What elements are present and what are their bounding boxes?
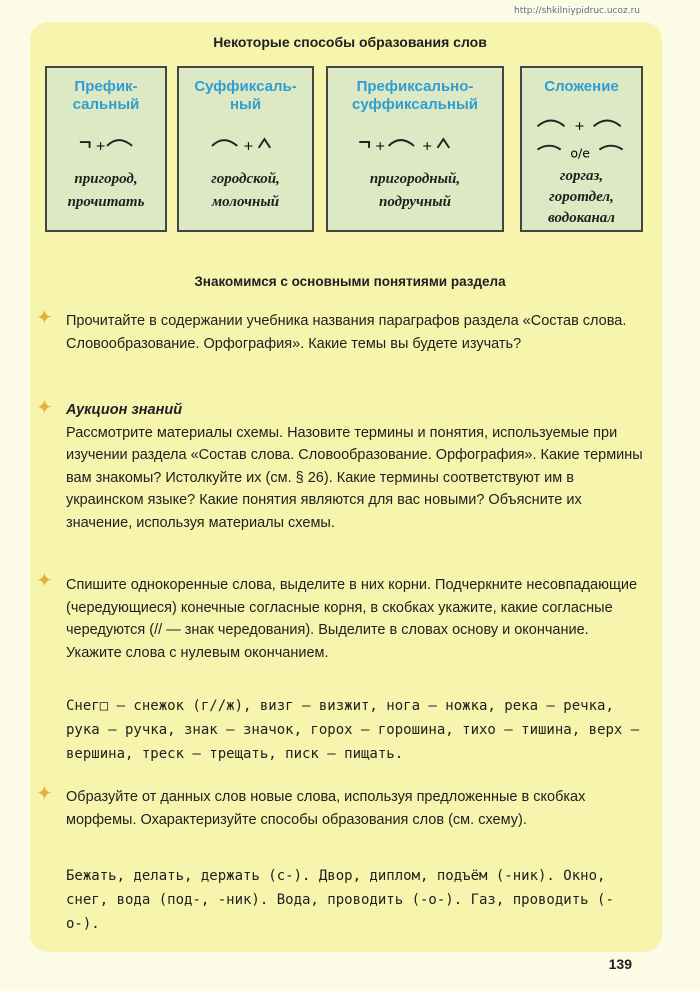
task-text: Рассмотрите материалы схемы. Назовите термины и понятия, используемые при изучении раздела «Состав слова. Словообразование. Орфография». Какие термины вам знакомы? Истолкуйте их (см. § 26). Какие термины соответствуют им в украинском языке? Какие понятия являются для вас новыми? Объясните их значение, используя материалы схемы.: [66, 424, 643, 531]
morpheme-scheme: [179, 128, 312, 158]
scheme-box-prefix-suffix: [326, 66, 504, 232]
task-text: Спишите однокоренные слова, выделите в них корни. Подчеркните несовпадающие (чередующиеся) конечные согласные корня, в скобках укажите, какие согласные чередуются (// — знак чередования). Выделите в словах основу и окончание. Укажите слова с нулевым окончанием.: [66, 577, 638, 661]
svg-text:+: +: [421, 137, 433, 153]
example-word: подручный: [379, 194, 451, 210]
scheme-title: Некоторые способы образования слов: [213, 34, 487, 50]
example-word: молочный: [211, 194, 280, 210]
example-word: пригородный,: [369, 171, 461, 187]
section-title: Знакомимся с основными понятиями раздела: [194, 274, 506, 289]
exercise-words: Снег□ — снежок (г//ж), визг — визжит, нога — ножка, река — речка, рука — ручка, знак — значок, горох — горошина, тихо — тишина, верх — вершина, треск — трещать, писк — пищать.: [66, 698, 640, 762]
box-heading: Сложение: [544, 78, 619, 95]
page-number: 139: [608, 956, 632, 972]
scheme-box-compound: [520, 66, 643, 232]
example-word: горгаз,: [559, 168, 604, 184]
svg-text:+: +: [574, 118, 585, 134]
task-text: Прочитайте в содержании учебника названия параграфов раздела «Состав слова. Словообразование. Орфография». Какие темы вы будете изучать?: [66, 313, 627, 352]
star-bullet-icon: ✦: [36, 783, 53, 805]
star-bullet-icon: ✦: [36, 307, 53, 329]
task-text: Образуйте от данных слов новые слова, используя предложенные в скобках морфемы. Охарактеризуйте способы образования слов (см. схему).: [66, 789, 586, 828]
star-bullet-icon: ✦: [36, 570, 53, 592]
svg-text:+: +: [374, 137, 386, 153]
morpheme-scheme: [328, 128, 502, 158]
example-word: водоканал: [547, 210, 615, 226]
exercise-words: Бежать, делать, держать (с-). Двор, диплом, подъём (-ник). Окно, снег, вода (под-, -ник). Вода, проводить (-о-). Газ, проводить (-о-).: [66, 868, 614, 932]
star-bullet-icon: ✦: [36, 397, 53, 419]
task-heading: Аукцион знаний: [66, 402, 183, 418]
task-3: [66, 574, 646, 664]
word-list-1: [66, 694, 646, 766]
box-heading: Префиксально- суффиксальный: [352, 78, 478, 113]
example-word: горотдел,: [549, 189, 614, 205]
svg-text:+: +: [95, 137, 106, 153]
scheme-box-prefix: [45, 66, 167, 232]
source-url: http://shkilniypidruc.ucoz.ru: [514, 6, 640, 16]
morpheme-scheme: [522, 108, 641, 164]
box-heading: Префик- сальный: [72, 78, 140, 113]
task-2: [66, 399, 646, 534]
scheme-box-suffix: [177, 66, 314, 232]
svg-text:+: +: [243, 137, 254, 153]
word-list-2: [66, 864, 646, 936]
task-1: [66, 310, 646, 355]
box-heading: Суффиксаль- ный: [194, 78, 297, 113]
example-word: прочитать: [67, 194, 145, 210]
task-4: [66, 786, 646, 831]
scheme-label: о/е: [570, 145, 591, 161]
morpheme-scheme: [47, 128, 165, 158]
example-word: пригород,: [74, 171, 138, 187]
example-word: городской,: [211, 171, 280, 187]
